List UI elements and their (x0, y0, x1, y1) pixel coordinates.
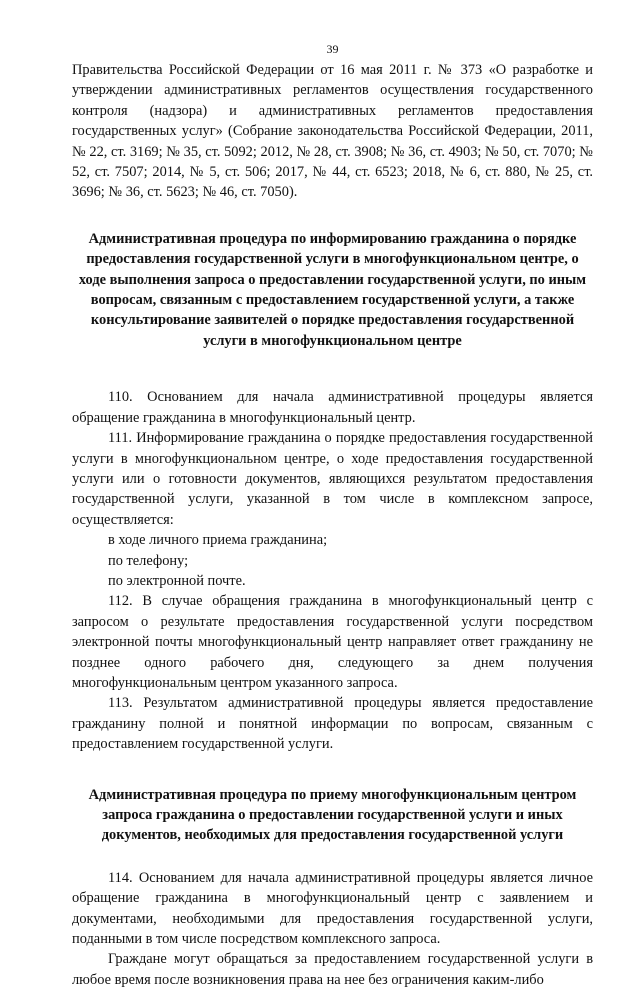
paragraph-113: 113. Результатом административной процедуры является предоставление гражданину полной и понятной информации по вопросам, связанным с предоставлением государственной услуги. (72, 695, 593, 753)
list-item-phone: по телефону; (108, 552, 189, 569)
list-item-email: по электронной почте. (108, 572, 246, 589)
spacer (72, 203, 593, 229)
section-heading-informing: Административная процедура по информированию гражданина о порядке предоставления государственной услуги в многофункциональном центре, о ходе выполнения запроса о предоставлении государственной услуги, по иным вопросам, связанным с предоставлением государственной услуги, а также консультирование заявителей о порядке предоставления государственной услуги в многофункциональном центре (78, 230, 587, 349)
spacer (72, 755, 593, 785)
paragraph-114: 114. Основанием для начала административной процедуры является личное обращение гражданина в многофункциональный центр с заявлением и документами, необходимыми для предоставления государственной услуги, поданными в том числе посредством комплексного запроса. (72, 869, 593, 948)
paragraph-110: 110. Основанием для начала административной процедуры является обращение гражданина в многофункциональный центр. (72, 389, 593, 426)
spacer (72, 846, 593, 868)
paragraph-112: 112. В случае обращения гражданина в многофункциональный центр с запросом о результате предоставления государственной услуги посредством электронной почты многофункциональный центр направляет ответ гражданину не позднее одного рабочего дня, следующего за днем получения многофункциональным центром указанного запроса. (72, 593, 593, 691)
spacer (72, 351, 593, 387)
list-item-personal: в ходе личного приема гражданина; (108, 532, 328, 549)
section-heading-reception: Административная процедура по приему многофункциональным центром запроса гражданина о предоставлении государственной услуги и иных документов, необходимых для предоставления государственной услуги (88, 786, 577, 844)
page-number: 39 (326, 42, 339, 56)
intro-paragraph: Правительства Российской Федерации от 16 мая 2011 г. № 373 «О разработке и утверждении административных регламентов осуществления государственного контроля (надзора) и административных регламентов предоставления государственных услуг» (Собрание законодательства Российской Федерации, 2011, № 22, ст. 3169; № 35, ст. 5092; 2012, № 28, ст. 3908; № 36, ст. 4903; № 50, ст. 7070; № 52, ст. 7507; 2014, № 5, ст. 506; 2017, № 44, ст. 6523; 2018, № 6, ст. 880, № 25, ст. 3696; № 36, ст. 5623; № 46, ст. 7050). (72, 62, 593, 201)
paragraph-citizens: Граждане могут обращаться за предоставлением государственной услуги в любое время после возникновения права на нее без ограничения каким-либо (72, 951, 593, 988)
paragraph-111: 111. Информирование гражданина о порядке предоставления государственной услуги в многофункциональном центре, о ходе предоставления государственной услуги или о готовности документов, являющихся результатом предоставления государственной услуги, указанной в том числе в комплексном запросе, осуществляется: (72, 430, 593, 528)
